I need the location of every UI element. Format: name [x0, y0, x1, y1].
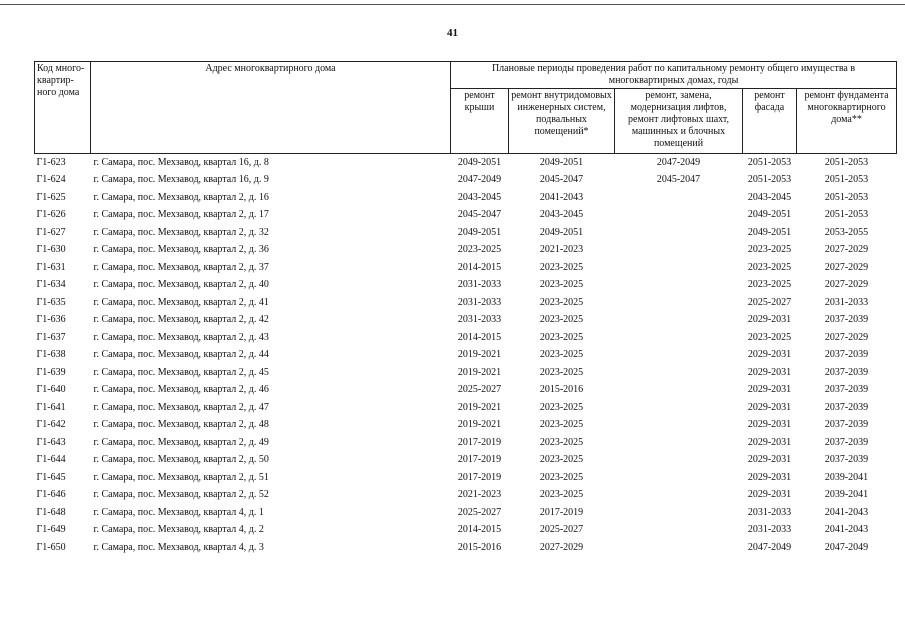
- address-cell: г. Самара, пос. Мехзавод, квартал 2, д. 37: [93, 261, 269, 273]
- table-row: [35, 172, 897, 190]
- header-internal: ремонт внутридомовых инженерных систем, подвальных помещений*: [509, 89, 615, 154]
- internal-cell: 2041-2043: [539, 191, 584, 203]
- header-address: Адрес многоквартирного дома: [91, 62, 451, 154]
- table-body: [35, 154, 897, 557]
- header-facade: ремонт фасада: [743, 89, 797, 154]
- code-cell: Г1-649: [36, 524, 66, 536]
- header-foundation: ремонт фундамента многоквартирного дома**: [797, 89, 897, 154]
- lifts-cell: [615, 504, 743, 522]
- code-cell: Г1-641: [36, 401, 66, 413]
- roof-cell: 2023-2025: [457, 244, 502, 256]
- facade-cell: 2023-2025: [747, 279, 792, 291]
- table-row: [35, 469, 897, 487]
- lifts-cell: [615, 434, 743, 452]
- page-number: 41: [447, 27, 458, 39]
- code-cell: Г1-648: [36, 506, 66, 518]
- internal-cell: 2023-2025: [539, 489, 584, 501]
- roof-cell: 2019-2021: [457, 419, 502, 431]
- lifts-cell: [615, 364, 743, 382]
- internal-cell: 2023-2025: [539, 471, 584, 483]
- table-row: [35, 417, 897, 435]
- address-cell: г. Самара, пос. Мехзавод, квартал 4, д. 1: [93, 506, 264, 518]
- header-roof: ремонт крыши: [451, 89, 509, 154]
- address-cell: г. Самара, пос. Мехзавод, квартал 2, д. 51: [93, 471, 269, 483]
- roof-cell: 2031-2033: [457, 314, 502, 326]
- facade-cell: 2031-2033: [747, 506, 792, 518]
- address-cell: г. Самара, пос. Мехзавод, квартал 2, д. 36: [93, 244, 269, 256]
- lifts-cell: [615, 224, 743, 242]
- code-cell: Г1-644: [36, 454, 66, 466]
- internal-cell: 2023-2025: [539, 296, 584, 308]
- lifts-cell: [615, 452, 743, 470]
- table-row: [35, 224, 897, 242]
- lifts-cell: [615, 399, 743, 417]
- internal-cell: 2043-2045: [539, 209, 584, 221]
- table-row: [35, 294, 897, 312]
- roof-cell: 2019-2021: [457, 366, 502, 378]
- roof-cell: 2014-2015: [457, 331, 502, 343]
- foundation-cell: 2041-2043: [824, 506, 869, 518]
- facade-cell: 2023-2025: [747, 331, 792, 343]
- facade-cell: 2029-2031: [747, 366, 792, 378]
- table-row: [35, 522, 897, 540]
- facade-cell: 2031-2033: [747, 524, 792, 536]
- foundation-cell: 2037-2039: [824, 349, 869, 361]
- facade-cell: 2049-2051: [747, 209, 792, 221]
- foundation-cell: 2037-2039: [824, 366, 869, 378]
- table-row: [35, 277, 897, 295]
- lifts-cell: [615, 382, 743, 400]
- lifts-cell: [615, 487, 743, 505]
- address-cell: г. Самара, пос. Мехзавод, квартал 16, д. 9: [93, 174, 269, 186]
- facade-cell: 2029-2031: [747, 436, 792, 448]
- facade-cell: 2047-2049: [747, 541, 792, 553]
- internal-cell: 2023-2025: [539, 314, 584, 326]
- foundation-cell: 2037-2039: [824, 401, 869, 413]
- code-cell: Г1-636: [36, 314, 66, 326]
- table-row: [35, 329, 897, 347]
- internal-cell: 2049-2051: [539, 156, 584, 168]
- internal-cell: 2023-2025: [539, 454, 584, 466]
- table-row: [35, 207, 897, 225]
- foundation-cell: 2039-2041: [824, 471, 869, 483]
- roof-cell: 2015-2016: [457, 541, 502, 553]
- roof-cell: 2014-2015: [457, 261, 502, 273]
- facade-cell: 2051-2053: [747, 174, 792, 186]
- lifts-cell: [615, 277, 743, 295]
- table-row: [35, 154, 897, 172]
- internal-cell: 2023-2025: [539, 366, 584, 378]
- facade-cell: 2023-2025: [747, 244, 792, 256]
- top-rule: [0, 4, 905, 5]
- code-cell: Г1-645: [36, 471, 66, 483]
- foundation-cell: 2039-2041: [824, 489, 869, 501]
- internal-cell: 2021-2023: [539, 244, 584, 256]
- internal-cell: 2023-2025: [539, 331, 584, 343]
- table-row: [35, 242, 897, 260]
- code-cell: Г1-631: [36, 261, 66, 273]
- roof-cell: 2047-2049: [457, 174, 502, 186]
- internal-cell: 2049-2051: [539, 226, 584, 238]
- lifts-cell: 2047-2049: [656, 156, 701, 168]
- facade-cell: 2029-2031: [747, 349, 792, 361]
- foundation-cell: 2027-2029: [824, 244, 869, 256]
- roof-cell: 2049-2051: [457, 156, 502, 168]
- facade-cell: 2023-2025: [747, 261, 792, 273]
- internal-cell: 2017-2019: [539, 506, 584, 518]
- code-cell: Г1-627: [36, 226, 66, 238]
- address-cell: г. Самара, пос. Мехзавод, квартал 2, д. 48: [93, 419, 269, 431]
- roof-cell: 2045-2047: [457, 209, 502, 221]
- table-row: [35, 364, 897, 382]
- address-cell: г. Самара, пос. Мехзавод, квартал 2, д. 16: [93, 191, 269, 203]
- foundation-cell: 2041-2043: [824, 524, 869, 536]
- code-cell: Г1-640: [36, 384, 66, 396]
- code-cell: Г1-646: [36, 489, 66, 501]
- code-cell: Г1-635: [36, 296, 66, 308]
- lifts-cell: [615, 189, 743, 207]
- code-cell: Г1-637: [36, 331, 66, 343]
- internal-cell: 2045-2047: [539, 174, 584, 186]
- internal-cell: 2023-2025: [539, 279, 584, 291]
- facade-cell: 2029-2031: [747, 419, 792, 431]
- foundation-cell: 2037-2039: [824, 436, 869, 448]
- roof-cell: 2021-2023: [457, 489, 502, 501]
- address-cell: г. Самара, пос. Мехзавод, квартал 2, д. 32: [93, 226, 269, 238]
- address-cell: г. Самара, пос. Мехзавод, квартал 2, д. 44: [93, 349, 269, 361]
- lifts-cell: [615, 469, 743, 487]
- facade-cell: 2029-2031: [747, 471, 792, 483]
- foundation-cell: 2053-2055: [824, 226, 869, 238]
- roof-cell: 2017-2019: [457, 471, 502, 483]
- table-row: [35, 487, 897, 505]
- roof-cell: 2017-2019: [457, 454, 502, 466]
- code-cell: Г1-625: [36, 191, 66, 203]
- foundation-cell: 2051-2053: [824, 174, 869, 186]
- internal-cell: 2023-2025: [539, 436, 584, 448]
- lifts-cell: [615, 312, 743, 330]
- foundation-cell: 2037-2039: [824, 314, 869, 326]
- facade-cell: 2029-2031: [747, 401, 792, 413]
- roof-cell: 2025-2027: [457, 506, 502, 518]
- header-periods: Плановые периоды проведения работ по капитальному ремонту общего имущества в многоквартирных домах, годы: [451, 62, 897, 89]
- roof-cell: 2014-2015: [457, 524, 502, 536]
- facade-cell: 2051-2053: [747, 156, 792, 168]
- lifts-cell: [615, 539, 743, 557]
- internal-cell: 2015-2016: [539, 384, 584, 396]
- roof-cell: 2031-2033: [457, 279, 502, 291]
- foundation-cell: 2051-2053: [824, 191, 869, 203]
- lifts-cell: [615, 242, 743, 260]
- code-cell: Г1-642: [36, 419, 66, 431]
- internal-cell: 2023-2025: [539, 261, 584, 273]
- foundation-cell: 2027-2029: [824, 261, 869, 273]
- address-cell: г. Самара, пос. Мехзавод, квартал 2, д. 41: [93, 296, 269, 308]
- code-cell: Г1-634: [36, 279, 66, 291]
- facade-cell: 2043-2045: [747, 191, 792, 203]
- table-row: [35, 259, 897, 277]
- lifts-cell: [615, 347, 743, 365]
- foundation-cell: 2037-2039: [824, 384, 869, 396]
- address-cell: г. Самара, пос. Мехзавод, квартал 16, д. 8: [93, 156, 269, 168]
- address-cell: г. Самара, пос. Мехзавод, квартал 2, д. 47: [93, 401, 269, 413]
- lifts-cell: [615, 294, 743, 312]
- roof-cell: 2019-2021: [457, 349, 502, 361]
- facade-cell: 2029-2031: [747, 384, 792, 396]
- foundation-cell: 2051-2053: [824, 209, 869, 221]
- foundation-cell: 2051-2053: [824, 156, 869, 168]
- address-cell: г. Самара, пос. Мехзавод, квартал 4, д. 3: [93, 541, 264, 553]
- address-cell: г. Самара, пос. Мехзавод, квартал 2, д. 43: [93, 331, 269, 343]
- repair-schedule-table: [34, 61, 897, 557]
- table-row: [35, 504, 897, 522]
- code-cell: Г1-639: [36, 366, 66, 378]
- address-cell: г. Самара, пос. Мехзавод, квартал 2, д. 49: [93, 436, 269, 448]
- address-cell: г. Самара, пос. Мехзавод, квартал 2, д. 42: [93, 314, 269, 326]
- code-cell: Г1-630: [36, 244, 66, 256]
- facade-cell: 2029-2031: [747, 454, 792, 466]
- facade-cell: 2049-2051: [747, 226, 792, 238]
- lifts-cell: [615, 417, 743, 435]
- table-row: [35, 382, 897, 400]
- lifts-cell: [615, 207, 743, 225]
- table-row: [35, 312, 897, 330]
- roof-cell: 2017-2019: [457, 436, 502, 448]
- facade-cell: 2025-2027: [747, 296, 792, 308]
- table-row: [35, 399, 897, 417]
- table-row: [35, 539, 897, 557]
- code-cell: Г1-626: [36, 209, 66, 221]
- facade-cell: 2029-2031: [747, 489, 792, 501]
- roof-cell: 2019-2021: [457, 401, 502, 413]
- address-cell: г. Самара, пос. Мехзавод, квартал 2, д. 45: [93, 366, 269, 378]
- internal-cell: 2025-2027: [539, 524, 584, 536]
- internal-cell: 2023-2025: [539, 419, 584, 431]
- internal-cell: 2023-2025: [539, 349, 584, 361]
- foundation-cell: 2027-2029: [824, 331, 869, 343]
- lifts-cell: [615, 329, 743, 347]
- foundation-cell: 2027-2029: [824, 279, 869, 291]
- code-cell: Г1-650: [36, 541, 66, 553]
- code-cell: Г1-623: [36, 156, 66, 168]
- address-cell: г. Самара, пос. Мехзавод, квартал 2, д. 17: [93, 209, 269, 221]
- code-cell: Г1-643: [36, 436, 66, 448]
- table-row: [35, 347, 897, 365]
- address-cell: г. Самара, пос. Мехзавод, квартал 4, д. 2: [93, 524, 264, 536]
- lifts-cell: [615, 259, 743, 277]
- header-lifts: ремонт, замена, модернизация лифтов, ремонт лифтовых шахт, машинных и блочных помещений: [615, 89, 743, 154]
- roof-cell: 2043-2045: [457, 191, 502, 203]
- lifts-cell: 2045-2047: [656, 174, 701, 186]
- table-row: [35, 434, 897, 452]
- lifts-cell: [615, 522, 743, 540]
- roof-cell: 2049-2051: [457, 226, 502, 238]
- foundation-cell: 2037-2039: [824, 454, 869, 466]
- facade-cell: 2029-2031: [747, 314, 792, 326]
- internal-cell: 2023-2025: [539, 401, 584, 413]
- code-cell: Г1-624: [36, 174, 66, 186]
- table-row: [35, 189, 897, 207]
- header-code: Код много-квартир-ного дома: [35, 62, 91, 154]
- roof-cell: 2031-2033: [457, 296, 502, 308]
- address-cell: г. Самара, пос. Мехзавод, квартал 2, д. 40: [93, 279, 269, 291]
- address-cell: г. Самара, пос. Мехзавод, квартал 2, д. 52: [93, 489, 269, 501]
- foundation-cell: 2031-2033: [824, 296, 869, 308]
- table-row: [35, 452, 897, 470]
- code-cell: Г1-638: [36, 349, 66, 361]
- address-cell: г. Самара, пос. Мехзавод, квартал 2, д. 50: [93, 454, 269, 466]
- address-cell: г. Самара, пос. Мехзавод, квартал 2, д. 46: [93, 384, 269, 396]
- foundation-cell: 2037-2039: [824, 419, 869, 431]
- internal-cell: 2027-2029: [539, 541, 584, 553]
- roof-cell: 2025-2027: [457, 384, 502, 396]
- foundation-cell: 2047-2049: [824, 541, 869, 553]
